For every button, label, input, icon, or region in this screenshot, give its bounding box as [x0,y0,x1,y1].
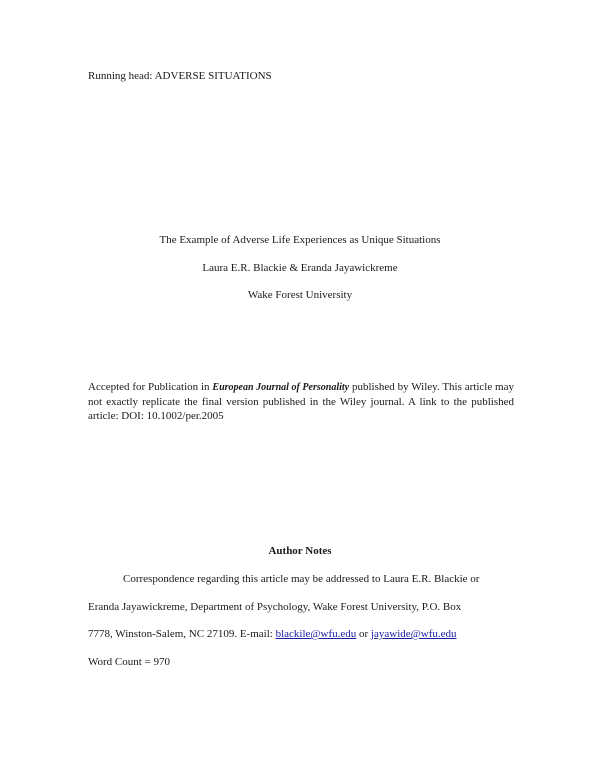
author-names: Laura E.R. Blackie & Eranda Jayawickreme [202,262,398,274]
author-notes-line-2: Eranda Jayawickreme, Department of Psychology, Wake Forest University, P.O. Box [88,601,462,613]
author-notes-line-1: Correspondence regarding this article may be addressed to Laura E.R. Blackie or [123,573,480,585]
running-head: Running head: ADVERSE SITUATIONS [88,70,272,82]
publication-note-suffix: published by Wiley. This article may not exactly replicate the final version published in the Wiley journal. A link to the published article: DOI: 10.1002/per.2005 [88,381,514,422]
email-link-blackie[interactable]: blackile@wfu.edu [275,628,357,640]
affiliation: Wake Forest University [247,289,353,301]
author-notes-line-3 [88,628,457,640]
email-link-jayawickreme[interactable]: jayawide@wfu.edu [370,628,457,640]
publication-note [88,380,514,423]
paper-title: The Example of Adverse Life Experiences as Unique Situations [159,234,441,246]
email-joiner: or [356,628,371,640]
contact-address: 7778, Winston-Salem, NC 27109. E-mail: [88,628,276,640]
journal-name: European Journal of Personality [212,382,350,393]
publication-note-prefix: Accepted for Publication in [88,381,213,393]
author-notes-heading: Author Notes [268,545,332,557]
word-count: Word Count = 970 [88,656,171,668]
